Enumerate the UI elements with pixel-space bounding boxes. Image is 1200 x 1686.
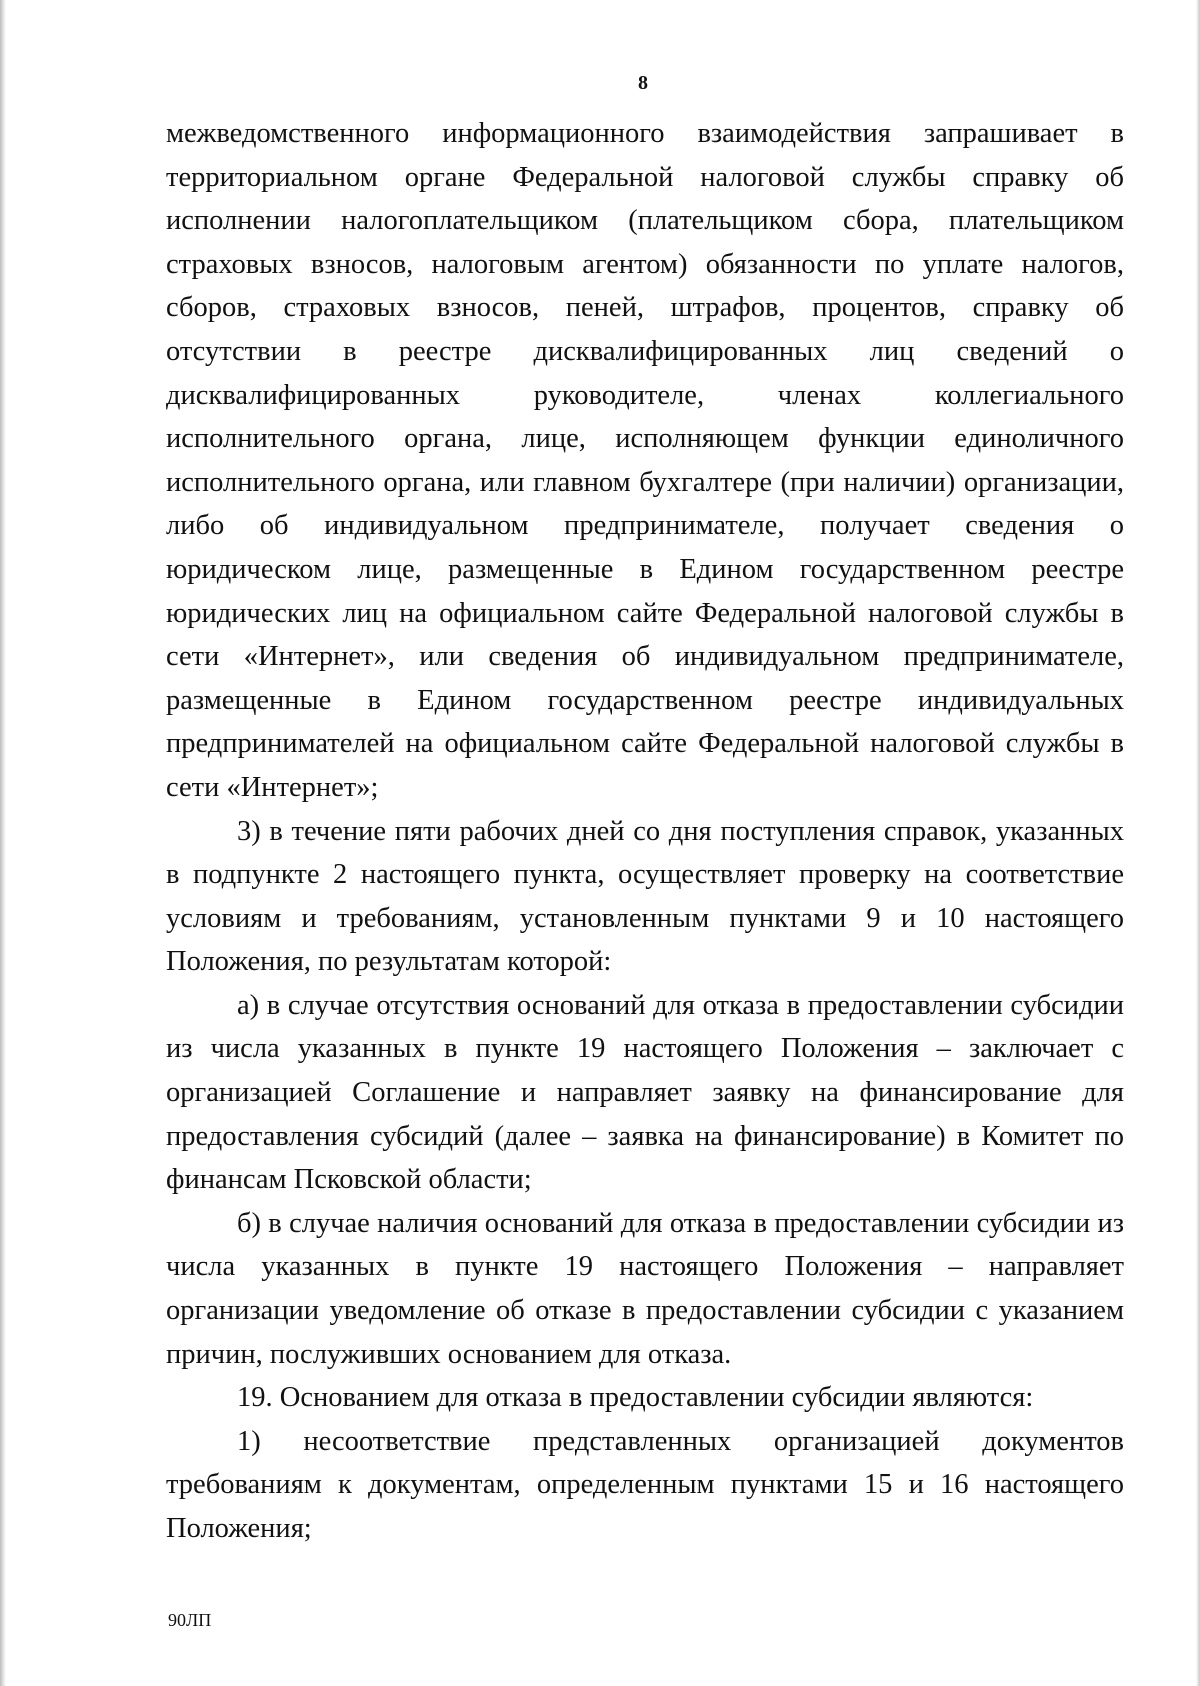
scan-edge-right xyxy=(1196,0,1200,1686)
paragraph-continuation: межведомственного информационного взаимодействия запрашивает в территориальном органе Федеральной налоговой службы справку об исполнении налогоплательщиком (плательщиком сбора, плательщиком страховых взносов, налоговым агентом) обязанности по уплате налогов, сборов, страховых взносов, пеней, штрафов, процентов, справку об отсутствии в реестре дисквалифицированных лиц сведений о дисквалифицированных руководителе, членах коллегиального исполнительного органа, лице, исполняющем функции единоличного исполнительного органа, или главном бухгалтере (при наличии) организации, либо об индивидуальном предпринимателе, получает сведения о юридическом лице, размещенные в Едином государственном реестре юридических лиц на официальном сайте Федеральной налоговой службы в сети «Интернет», или сведения об индивидуальном предпринимателе, размещенные в Едином государственном реестре индивидуальных предпринимателей на официальном сайте Федеральной налоговой службы в сети «Интернет»; xyxy=(166,118,1124,803)
footer-document-code: 90ЛП xyxy=(168,1610,212,1630)
scan-edge-left xyxy=(0,0,6,1686)
paragraph-item-1: 1) несоответствие представленных организацией документов требованиям к документам, определенным пунктами 15 и 16 настоящего Положения; xyxy=(166,1425,1124,1544)
paragraph-clause-19: 19. Основанием для отказа в предоставлении субсидии являются: xyxy=(237,1382,1034,1414)
paragraph-item-b: б) в случае наличия оснований для отказа в предоставлении субсидии из числа указанных в пункте 19 настоящего Положения – направляет организации уведомление об отказе в предоставлении субсидии с указанием причин, послуживших основанием для отказа. xyxy=(166,1207,1124,1370)
document-body xyxy=(166,112,1124,1551)
paragraph-item-3: 3) в течение пяти рабочих дней со дня поступления справок, указанных в подпункте 2 настоящего пункта, осуществляет проверку на соответствие условиям и требованиям, установленным пунктами 9 и 10 настоящего Положения, по результатам которой: xyxy=(166,815,1124,978)
paragraph-item-a: а) в случае отсутствия оснований для отказа в предоставлении субсидии из числа указанных в пункте 19 настоящего Положения – заключает с организацией Соглашение и направляет заявку на финансирование для предоставления субсидий (далее – заявка на финансирование) в Комитет по финансам Псковской области; xyxy=(166,989,1124,1196)
page-number: 8 xyxy=(638,72,648,94)
